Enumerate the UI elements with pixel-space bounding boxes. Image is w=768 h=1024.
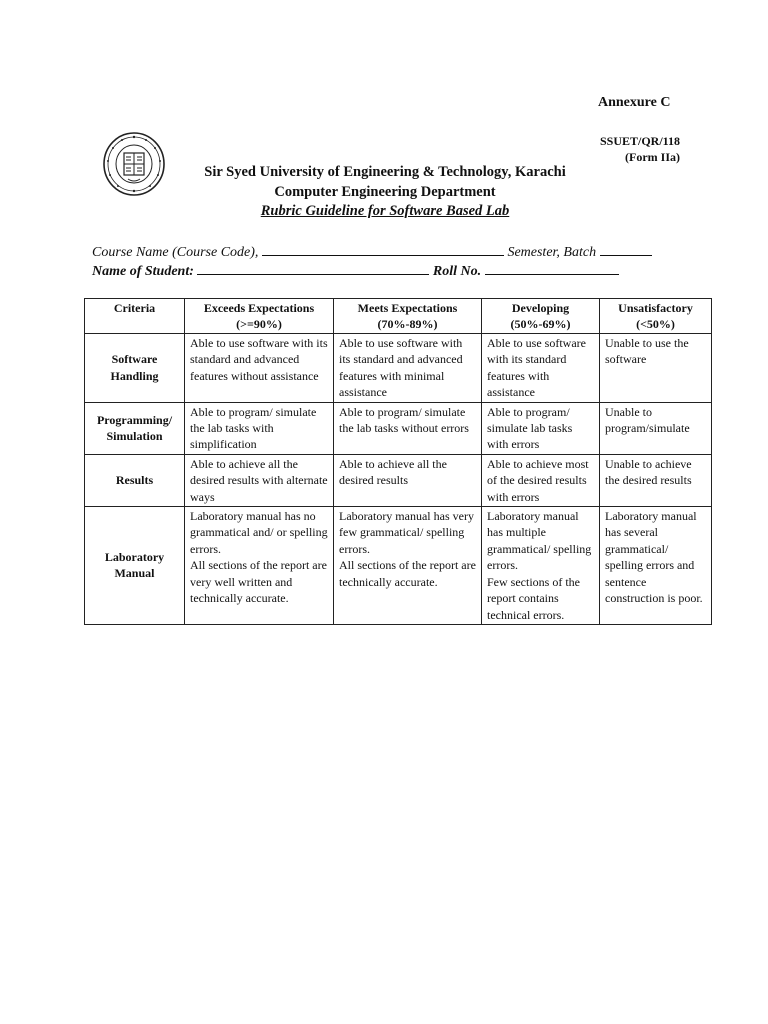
doc-ref-code: SSUET/QR/118 [599, 134, 680, 148]
semester-batch-field[interactable] [600, 241, 652, 256]
criteria-programming-simulation: Programming/ Simulation [85, 402, 185, 454]
criteria-results: Results [85, 454, 185, 506]
student-name-label: Name of Student: [92, 264, 194, 279]
table-header-row [85, 299, 712, 334]
table-cell: Able to use software with its standard and advanced features with minimal assistance [334, 334, 482, 403]
department-name: Computer Engineering Department [274, 184, 496, 200]
table-cell: Laboratory manual has very few grammatical/ spelling errors. All sections of the report are technically accurate. [334, 507, 482, 625]
header-exceeds-expectations: Exceeds Expectations (>=90%) [185, 299, 334, 334]
table-row [85, 507, 712, 625]
student-line [92, 260, 619, 280]
table-cell: Able to use software with its standard and advanced features without assistance [185, 334, 334, 403]
criteria-laboratory-manual: Laboratory Manual [85, 507, 185, 625]
roll-no-label: Roll No. [432, 264, 482, 279]
annexure-label: Annexure C [598, 95, 671, 110]
table-cell: Able to program/ simulate lab tasks with errors [482, 402, 600, 454]
table-row [85, 402, 712, 454]
roll-no-field[interactable] [485, 260, 619, 275]
table-cell: Laboratory manual has no grammatical and/ or spelling errors. All sections of the report are very well written and technically accurate. [185, 507, 334, 625]
student-name-field[interactable] [197, 260, 429, 275]
form-code: (Form IIa) [625, 150, 680, 164]
header-unsatisfactory: Unsatisfactory (<50%) [600, 299, 712, 334]
semester-label: Semester, Batch [507, 245, 597, 260]
table-cell: Able to achieve most of the desired results with errors [482, 454, 600, 506]
course-label: Course Name (Course Code), [92, 245, 259, 260]
rubric-title: Rubric Guideline for Software Based Lab [260, 203, 510, 219]
rubric-table [84, 298, 712, 625]
header-meets-expectations: Meets Expectations (70%-89%) [334, 299, 482, 334]
table-cell: Unable to use the software [600, 334, 712, 403]
table-cell: Laboratory manual has multiple grammatical/ spelling errors. Few sections of the report contains technical errors. [482, 507, 600, 625]
table-cell: Unable to achieve the desired results [600, 454, 712, 506]
table-row [85, 454, 712, 506]
table-cell: Able to use software with its standard features with assistance [482, 334, 600, 403]
header-criteria: Criteria [85, 299, 185, 334]
table-cell: Able to program/ simulate the lab tasks without errors [334, 402, 482, 454]
course-line [92, 241, 652, 261]
criteria-software-handling: Software Handling [85, 334, 185, 403]
table-cell: Able to achieve all the desired results with alternate ways [185, 454, 334, 506]
table-cell: Able to program/ simulate the lab tasks with simplification [185, 402, 334, 454]
header-developing: Developing (50%-69%) [482, 299, 600, 334]
table-cell: Unable to program/simulate [600, 402, 712, 454]
table-row [85, 334, 712, 403]
table-cell: Able to achieve all the desired results [334, 454, 482, 506]
document-reference [590, 133, 680, 165]
course-name-field[interactable] [262, 241, 504, 256]
university-name: Sir Syed University of Engineering & Technology, Karachi [204, 164, 566, 180]
table-cell: Laboratory manual has several grammatical/ spelling errors and sentence construction is poor. [600, 507, 712, 625]
